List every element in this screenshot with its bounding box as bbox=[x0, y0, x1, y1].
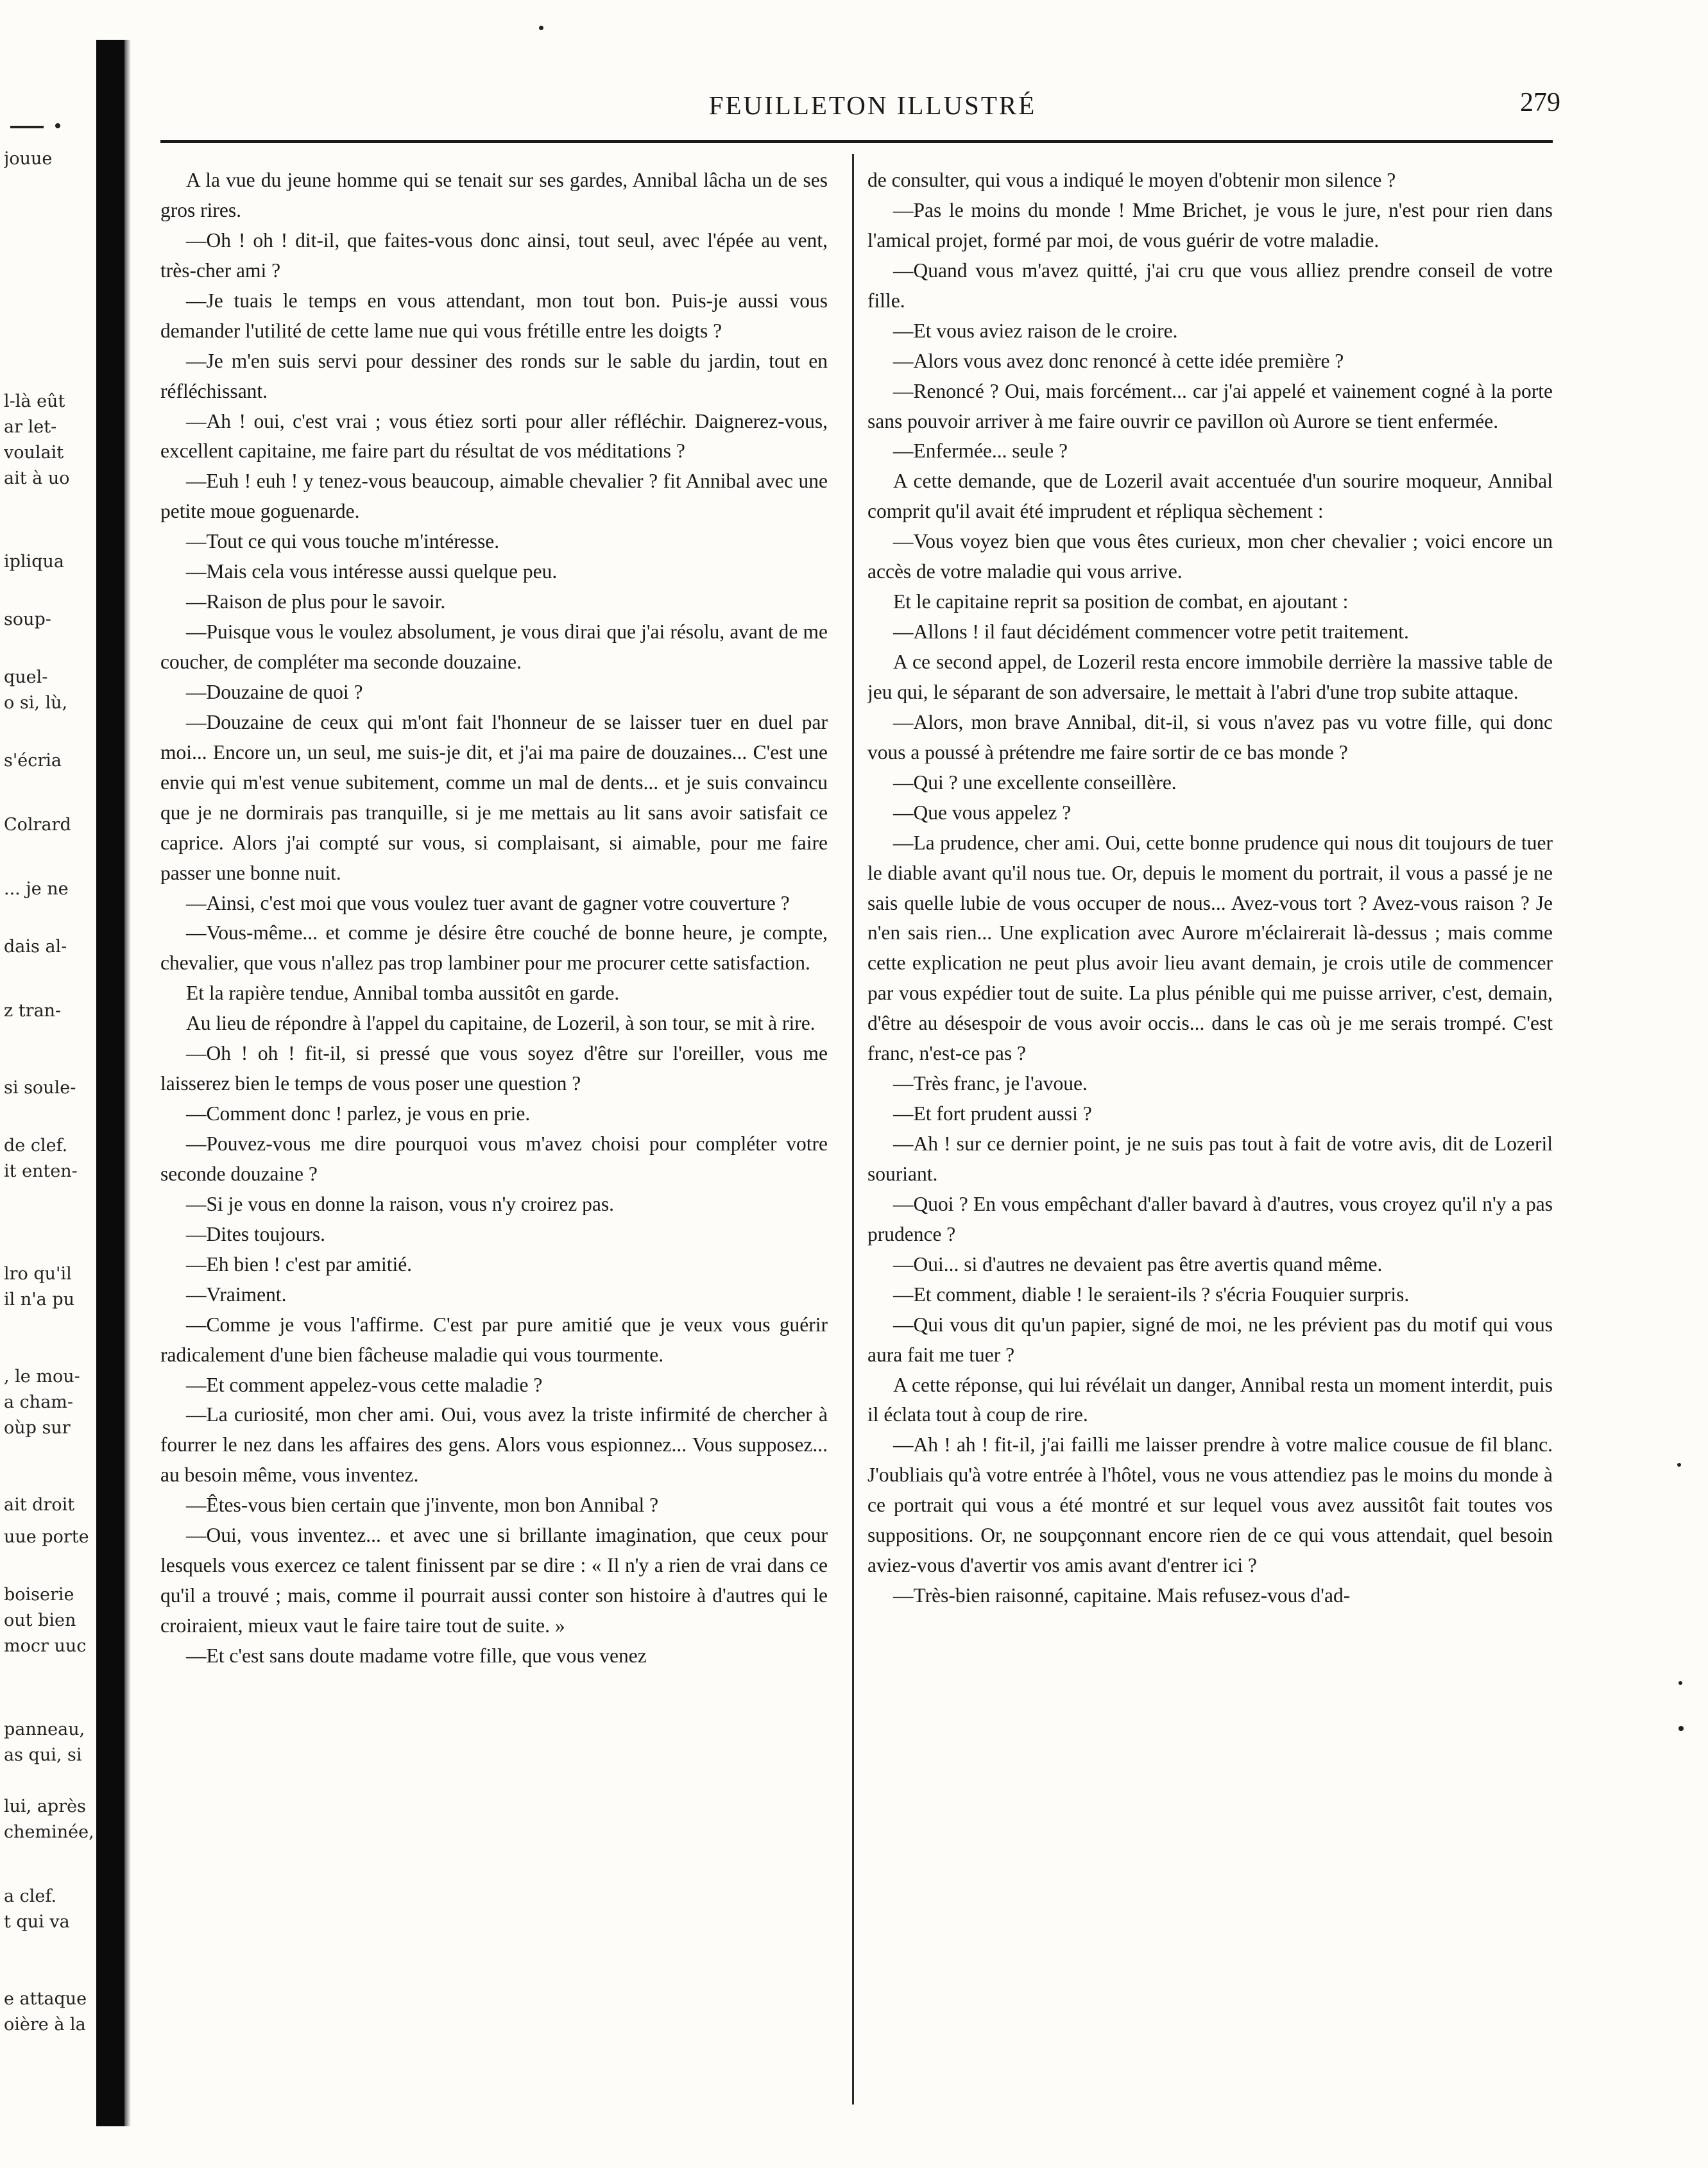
facing-page-dot bbox=[55, 123, 60, 128]
paragraph: —Comment donc ! parlez, je vous en prie. bbox=[186, 1102, 531, 1125]
facing-page-fragment: voulait bbox=[4, 443, 64, 463]
facing-page-fragment: soup- bbox=[4, 610, 51, 629]
paragraph: —Quand vous m'avez quitté, j'ai cru que vous alliez prendre conseil de votre fille. bbox=[867, 259, 1553, 312]
paragraph: A cette réponse, qui lui révélait un danger, Annibal resta un moment interdit, puis il éclata tout à coup de rire. bbox=[867, 1373, 1553, 1426]
facing-page-fragment: de clef. bbox=[4, 1136, 68, 1156]
paragraph: —Ainsi, c'est moi que vous voulez tuer avant de gagner votre couverture ? bbox=[186, 891, 790, 914]
facing-page-fragment: jouue bbox=[4, 149, 53, 169]
facing-page-fragment: as qui, si bbox=[4, 1745, 82, 1765]
facing-page-fragment: lui, après bbox=[4, 1797, 86, 1816]
facing-page-fragment: boiserie bbox=[4, 1585, 74, 1605]
paragraph: —Douzaine de ceux qui m'ont fait l'honneur de se laisser tuer en duel par moi... Encore un, un seul, me suis-je dit, et j'ai ma paire de douzaines... C'est une envie qui m'est venue subitement, comme un mal de dents... et je suis convaincu que je ne dormirais pas tranquille, si je me mettais au lit sans avoir satisfait ce caprice. Alors j'ai compté sur vous, si complaisant, si aimable, pour me faire passer une bonne nuit. bbox=[160, 710, 828, 884]
paragraph: —Euh ! euh ! y tenez-vous beaucoup, aimable chevalier ? fit Annibal avec une petite moue goguenarde. bbox=[160, 470, 828, 523]
facing-page-fragment: lro qu'il bbox=[4, 1264, 72, 1284]
column-rule bbox=[852, 154, 854, 2104]
paragraph: —Vraiment. bbox=[186, 1283, 287, 1306]
facing-page-fragment: ait droit bbox=[4, 1495, 75, 1515]
facing-page-fragment: dais al- bbox=[4, 937, 67, 957]
paragraph: —Qui vous dit qu'un papier, signé de moi, ne les prévient pas du motif qui vous aura fait me tuer ? bbox=[867, 1313, 1553, 1366]
scan-speck bbox=[1677, 1463, 1681, 1467]
facing-page-fragment: oière à la bbox=[4, 2015, 86, 2035]
paragraph: —La curiosité, mon cher ami. Oui, vous avez la triste infirmité de chercher à fourrer le nez dans les affaires des gens. Alors vous espionnez... Vous supposez... au besoin même, vous inventez. bbox=[160, 1403, 828, 1487]
facing-page-fragment: o si, lù, bbox=[4, 693, 68, 713]
facing-page-fragment: ... je ne bbox=[4, 879, 69, 899]
facing-page-fragment: cheminée, bbox=[4, 1822, 94, 1842]
paragraph: —Qui ? une excellente conseillère. bbox=[893, 771, 1177, 794]
facing-page-fragment: out bien bbox=[4, 1610, 76, 1630]
text-column-left bbox=[160, 166, 828, 2116]
paragraph: —Vous-même... et comme je désire être couché de bonne heure, je compte, chevalier, que vous n'allez pas trop lambiner pour me procurer cette satisfaction. bbox=[160, 921, 828, 975]
paragraph: —Ah ! ah ! fit-il, j'ai failli me laisser prendre à votre malice cousue de fil blanc. J'oubliais qu'à votre entrée à l'hôtel, vous ne vous attendiez pas le moins du monde à ce portrait qui vous a été montré et sur lequel vous avez aussitôt fait toutes vos suppositions. Or, ne soupçonnant encore rien de ce qui vous attendait, quel besoin aviez-vous d'avertir vos amis avant d'entrer ici ? bbox=[867, 1433, 1553, 1577]
facing-page-fragment: quel- bbox=[4, 667, 48, 687]
paragraph: —Eh bien ! c'est par amitié. bbox=[186, 1252, 413, 1276]
paragraph: —Pas le moins du monde ! Mme Brichet, je vous le jure, n'est pour rien dans l'amical projet, formé par moi, de vous guérir de votre maladie. bbox=[867, 198, 1553, 252]
paragraph: Au lieu de répondre à l'appel du capitaine, de Lozeril, à son tour, se mit à rire. bbox=[186, 1012, 816, 1035]
paragraph: —Vous voyez bien que vous êtes curieux, mon cher chevalier ; voici encore un accès de votre maladie qui vous arrive. bbox=[867, 530, 1553, 583]
facing-page-fragment: a cham- bbox=[4, 1392, 74, 1412]
paragraph: —Oh ! oh ! dit-il, que faites-vous donc ainsi, tout seul, avec l'épée au vent, très-cher ami ? bbox=[160, 228, 828, 282]
facing-page-fragment: Colrard bbox=[4, 815, 71, 835]
paragraph: —Raison de plus pour le savoir. bbox=[186, 590, 446, 613]
paragraph: Et la rapière tendue, Annibal tomba aussitôt en garde. bbox=[186, 982, 620, 1005]
paragraph: —Et vous aviez raison de le croire. bbox=[893, 319, 1178, 342]
paragraph: —Et comment appelez-vous cette maladie ? bbox=[186, 1373, 543, 1396]
paragraph: Et le capitaine reprit sa position de combat, en ajoutant : bbox=[893, 590, 1349, 613]
binding-gutter-edge bbox=[124, 40, 131, 2126]
paragraph: —Et comment, diable ! le seraient-ils ? s'écria Fouquier surpris. bbox=[893, 1283, 1410, 1306]
facing-page-fragment: ipliqua bbox=[4, 552, 64, 572]
facing-page-fragment: panneau, bbox=[4, 1720, 85, 1739]
paragraph: A la vue du jeune homme qui se tenait sur ses gardes, Annibal lâcha un de ses gros rires. bbox=[160, 169, 828, 221]
facing-page-fragment: si soule- bbox=[4, 1078, 76, 1098]
paragraph: —Êtes-vous bien certain que j'invente, mon bon Annibal ? bbox=[186, 1494, 659, 1517]
page-number: 279 bbox=[1520, 88, 1560, 117]
facing-page-fragment: l-là eût bbox=[4, 391, 65, 411]
paragraph: de consulter, qui vous a indiqué le moyen d'obtenir mon silence ? bbox=[867, 169, 1396, 191]
facing-page-fragment: ait à uo bbox=[4, 468, 70, 488]
paragraph: —Que vous appelez ? bbox=[893, 801, 1072, 824]
facing-page-fragment: il n'a pu bbox=[4, 1290, 75, 1310]
facing-page-fragment: oùp sur bbox=[4, 1418, 71, 1438]
facing-page-fragment: e attaque bbox=[4, 1989, 87, 2009]
facing-page-fragment: s'écria bbox=[4, 751, 62, 771]
facing-page-fragment: ar let- bbox=[4, 417, 57, 437]
paragraph: —Alors, mon brave Annibal, dit-il, si vous n'avez pas vu votre fille, qui donc vous a poussé à prétendre me faire sortir de ce bas monde ? bbox=[867, 710, 1553, 764]
paragraph: —Et c'est sans doute madame votre fille, que vous venez bbox=[186, 1644, 647, 1667]
running-title: FEUILLETON ILLUSTRÉ bbox=[708, 90, 1037, 120]
paragraph: A ce second appel, de Lozeril resta encore immobile derrière la massive table de jeu qui, le séparant de son adversaire, le mettait à l'abri d'une trop subite attaque. bbox=[867, 651, 1553, 703]
paragraph: —Douzaine de quoi ? bbox=[186, 680, 363, 703]
paragraph: —Oui... si d'autres ne devaient pas être avertis quand même. bbox=[893, 1252, 1383, 1276]
paragraph: —Puisque vous le voulez absolument, je vous dirai que j'ai résolu, avant de me coucher, de compléter ma seconde douzaine. bbox=[160, 620, 828, 673]
paragraph: —Dites toujours. bbox=[186, 1222, 325, 1245]
paragraph: —Allons ! il faut décidément commencer votre petit traitement. bbox=[893, 620, 1409, 644]
paragraph: —Comme je vous l'affirme. C'est par pure amitié que je veux vous guérir radicalement d'une bien fâcheuse maladie qui vous tourmente. bbox=[160, 1313, 828, 1366]
paragraph: —Ah ! sur ce dernier point, je ne suis pas tout à fait de votre avis, dit de Lozeril souriant. bbox=[867, 1132, 1553, 1185]
paragraph: —Mais cela vous intéresse aussi quelque peu. bbox=[186, 560, 558, 583]
scan-speck bbox=[1678, 1681, 1682, 1685]
facing-page-fragment: a clef. bbox=[4, 1886, 57, 1906]
paragraph: —Enfermée... seule ? bbox=[893, 440, 1068, 463]
scan-speck bbox=[539, 26, 543, 30]
paragraph: —Renoncé ? Oui, mais forcément... car j'ai appelé et vainement cogné à la porte sans pouvoir arriver à me faire ouvrir ce pavillon où Aurore se tient enfermée. bbox=[867, 379, 1553, 432]
paragraph: —Je tuais le temps en vous attendant, mon tout bon. Puis-je aussi vous demander l'utilité de cette lame nue qui vous frétille entre les doigts ? bbox=[160, 289, 828, 342]
facing-page-fragment: z tran- bbox=[4, 1001, 62, 1021]
paragraph: —Si je vous en donne la raison, vous n'y croirez pas. bbox=[186, 1192, 615, 1215]
paragraph: A cette demande, que de Lozeril avait accentuée d'un sourire moqueur, Annibal comprit qu'il avait été imprudent et répliqua sèchement : bbox=[867, 470, 1553, 523]
paragraph: —Alors vous avez donc renoncé à cette idée première ? bbox=[893, 349, 1344, 372]
text-column-right bbox=[867, 166, 1553, 2116]
facing-page-dash bbox=[10, 126, 44, 128]
facing-page-fragment: it enten- bbox=[4, 1161, 78, 1181]
paragraph: —Très-bien raisonné, capitaine. Mais refusez-vous d'ad- bbox=[893, 1584, 1351, 1607]
binding-gutter bbox=[96, 40, 124, 2126]
paragraph: —Je m'en suis servi pour dessiner des ronds sur le sable du jardin, tout en réfléchissant. bbox=[160, 349, 828, 402]
scan-speck bbox=[1678, 1726, 1684, 1731]
facing-page-fragment: , le mou- bbox=[4, 1367, 80, 1387]
header-rule bbox=[160, 140, 1553, 143]
paragraph: —Pouvez-vous me dire pourquoi vous m'avez choisi pour compléter votre seconde douzaine ? bbox=[160, 1132, 828, 1185]
paragraph: —Oh ! oh ! fit-il, si pressé que vous soyez d'être sur l'oreiller, vous me laisserez bien le temps de vous poser une question ? bbox=[160, 1042, 828, 1095]
paragraph: —La prudence, cher ami. Oui, cette bonne prudence qui nous dit toujours de tuer le diable avant qu'il nous tue. Or, depuis le moment du portrait, il vous a passé je ne sais quelle lubie de vous occuper de nous... Avez-vous tort ? Avez-vous raison ? Je n'en sais rien... Une explication avec Aurore m'éclairerait là-dessus ; mais comme cette explication ne peut plus avoir lieu avant demain, je crois utile de commencer par vous expédier tout de suite. La plus pénible qui me puisse arriver, c'est, demain, d'être au désespoir de vous avoir occis... dans le cas où je me serais trompé. C'est franc, n'est-ce pas ? bbox=[867, 831, 1553, 1065]
paragraph: —Ah ! oui, c'est vrai ; vous étiez sorti pour aller réfléchir. Daignerez-vous, excellent capitaine, me faire part du résultat de vos méditations ? bbox=[160, 409, 828, 463]
facing-page-fragment: t qui va bbox=[4, 1912, 70, 1932]
paragraph: —Très franc, je l'avoue. bbox=[893, 1072, 1088, 1095]
paragraph: —Et fort prudent aussi ? bbox=[893, 1102, 1092, 1125]
facing-page-fragment: mocr uuc bbox=[4, 1636, 87, 1656]
facing-page-fragment: uue porte bbox=[4, 1527, 89, 1547]
paragraph: —Tout ce qui vous touche m'intéresse. bbox=[186, 530, 500, 553]
paragraph: —Quoi ? En vous empêchant d'aller bavard à d'autres, vous croyez qu'il n'y a pas prudence ? bbox=[867, 1192, 1553, 1245]
paragraph: —Oui, vous inventez... et avec une si brillante imagination, que ceux pour lesquels vous exercez ce talent finissent par se dire : « Il n'y a rien de vrai dans ce qu'il a trouvé ; mais, comme il pourrait aussi conter son histoire à d'autres qui le croiraient, mieux vaut le faire taire tout de suite. » bbox=[160, 1524, 828, 1637]
